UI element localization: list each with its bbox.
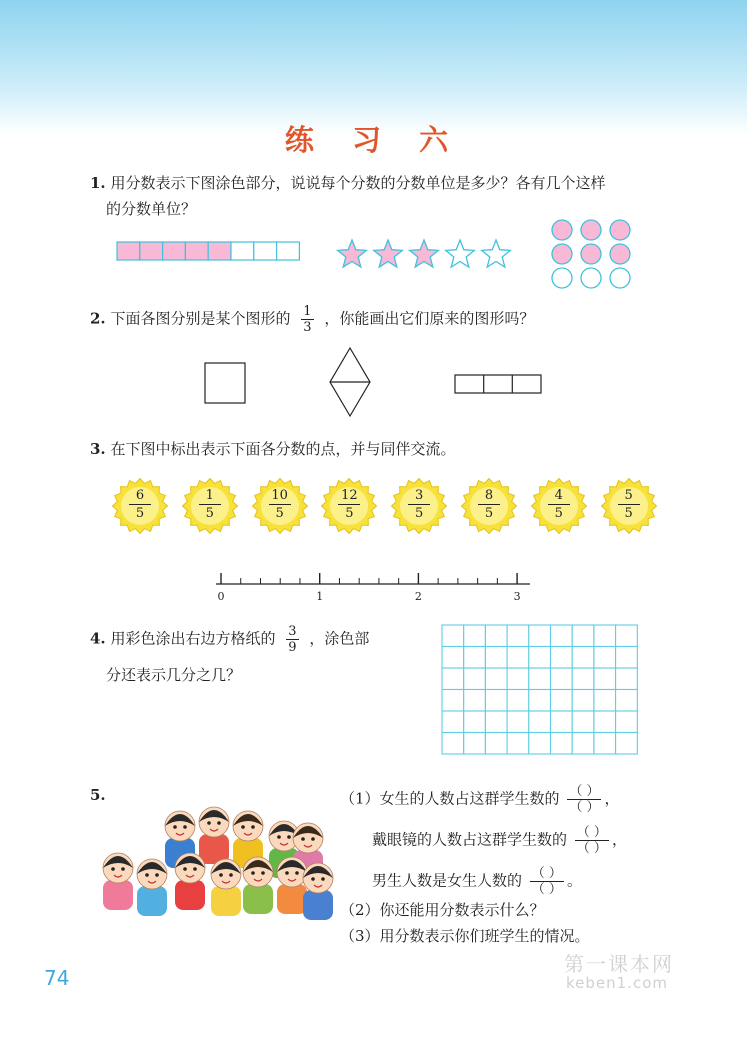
- denominator: 5: [275, 506, 284, 521]
- bar-cell: [117, 242, 140, 260]
- dot: [552, 244, 572, 264]
- numerator: 4: [548, 487, 570, 505]
- denominator: 5: [135, 506, 145, 521]
- bar-cell: [231, 242, 254, 260]
- watermark: 第一课本网: [564, 952, 674, 976]
- q5-part1-line1: （1）女生的人数占这群学生数的 （ ） （ ） ，: [340, 784, 620, 815]
- student-body: [277, 884, 307, 914]
- axis-label: 1: [316, 590, 324, 603]
- grid-cell: [551, 711, 573, 733]
- grid-cell: [572, 690, 594, 712]
- dot: [610, 220, 630, 240]
- dot: [552, 268, 572, 288]
- grid-paper[interactable]: [440, 623, 640, 757]
- blank-fraction[interactable]: （ ） （ ）: [569, 784, 600, 815]
- bar-cell: [185, 242, 208, 260]
- grid-cell: [485, 733, 507, 755]
- question-text: 用彩色涂出右边方格纸的: [110, 629, 276, 648]
- grid-cell: [507, 690, 529, 712]
- numerator: 12: [338, 487, 360, 505]
- grid-cell: [507, 647, 529, 669]
- question-text: 下面各图分别是某个图形的: [110, 309, 291, 328]
- number-line: [212, 568, 538, 604]
- dot: [610, 268, 630, 288]
- grid-cell: [594, 711, 616, 733]
- students-illustration: [98, 790, 334, 926]
- q5-part3: （3）用分数表示你们班学生的情况。: [340, 927, 590, 945]
- question-1: [90, 170, 670, 222]
- grid-cell: [507, 711, 529, 733]
- question-text-after: ，涂色部: [309, 629, 370, 648]
- denominator: 5: [415, 506, 424, 521]
- fraction-sun: [461, 478, 517, 534]
- fraction-sun: [601, 478, 657, 534]
- question-text: 用分数表示下图涂色部分，说说每个分数的分数单位是多少？各有几个这样: [110, 174, 606, 192]
- question-text-cont: 分还表示几分之几？: [106, 666, 242, 684]
- grid-cell: [572, 625, 594, 647]
- grid-cell: [594, 733, 616, 755]
- dot: [581, 268, 601, 288]
- q5-part1-line2: 戴眼镜的人数占这群学生数的 （ ） （ ） ，: [372, 825, 627, 856]
- question-text-after: ，你能画出它们原来的图形吗？: [324, 309, 535, 328]
- numerator: 1: [199, 487, 221, 505]
- bar-cell: [277, 242, 300, 260]
- dots-figure: [548, 216, 634, 292]
- grid-cell: [442, 625, 464, 647]
- grid-cell: [616, 733, 638, 755]
- grid-cell: [485, 690, 507, 712]
- question-5: [340, 784, 700, 949]
- grid-cell: [551, 625, 573, 647]
- grid-cell: [529, 625, 551, 647]
- grid-cell: [529, 647, 551, 669]
- student-body: [243, 884, 273, 914]
- grid-cell: [485, 625, 507, 647]
- question-text-cont: 的分数单位？: [106, 200, 197, 218]
- dot: [610, 244, 630, 264]
- grid-cell: [485, 647, 507, 669]
- axis-label: 0: [217, 590, 225, 603]
- q5-part2: （2）你还能用分数表示什么？: [340, 901, 545, 919]
- grid-cell: [464, 625, 486, 647]
- rect-shape: [455, 375, 541, 393]
- grid-cell: [616, 647, 638, 669]
- grid-cell: [551, 733, 573, 755]
- q5-part1-line3: 男生人数是女生人数的 （ ） （ ） 。: [372, 866, 582, 897]
- grid-cell: [464, 711, 486, 733]
- question-5-number: 5.: [90, 786, 106, 804]
- grid-cell: [594, 625, 616, 647]
- numerator: 3: [408, 487, 430, 505]
- shaded-bar: [116, 240, 302, 264]
- blank-fraction[interactable]: （ ） （ ）: [576, 825, 607, 856]
- fraction: $\frac{1}{3}$: [303, 304, 312, 335]
- grid-cell: [507, 625, 529, 647]
- grid-cell: [507, 668, 529, 690]
- page-title: 练 习 六: [284, 123, 463, 157]
- grid-cell: [485, 711, 507, 733]
- student-body: [103, 880, 133, 910]
- bar-cell: [208, 242, 231, 260]
- grid-cell: [442, 733, 464, 755]
- watermark-url: keben1.com: [566, 974, 668, 992]
- grid-cell: [507, 733, 529, 755]
- bar-cell: [254, 242, 277, 260]
- question-text: 在下图中标出表示下面各分数的点，并与同伴交流。: [110, 440, 456, 458]
- grid-cell: [572, 647, 594, 669]
- numerator: 5: [618, 487, 640, 505]
- numerator: 6: [129, 487, 151, 505]
- grid-cell: [594, 690, 616, 712]
- grid-cell: [572, 733, 594, 755]
- stars-figure: [334, 236, 518, 272]
- student-body: [137, 886, 167, 916]
- axis-label: 2: [414, 590, 422, 603]
- star: [410, 240, 439, 267]
- fraction-sun: [531, 478, 587, 534]
- fraction-sun: [182, 478, 238, 534]
- page-number: 74: [44, 966, 70, 990]
- numerator: 10: [269, 487, 291, 505]
- dot: [581, 244, 601, 264]
- student-body: [175, 880, 205, 910]
- student-body: [303, 890, 333, 920]
- dot: [581, 220, 601, 240]
- question-number: 4.: [90, 629, 106, 648]
- grid-cell: [529, 690, 551, 712]
- grid-cell: [442, 668, 464, 690]
- axis-label: 3: [513, 590, 521, 603]
- grid-cell: [529, 668, 551, 690]
- denominator: 5: [205, 506, 214, 521]
- grid-cell: [529, 733, 551, 755]
- bar-cell: [163, 242, 186, 260]
- grid-cell: [442, 647, 464, 669]
- fraction-sun: [321, 478, 377, 534]
- bar-cell: [140, 242, 163, 260]
- grid-cell: [616, 711, 638, 733]
- grid-cell: [551, 690, 573, 712]
- fraction: $\frac{3}{9}$: [288, 624, 297, 655]
- grid-cell: [442, 711, 464, 733]
- denominator: 5: [484, 506, 494, 521]
- question-number: 3.: [90, 440, 106, 458]
- dot: [552, 220, 572, 240]
- fraction-sun: [391, 478, 447, 534]
- denominator: 5: [345, 506, 354, 521]
- partial-shapes: [200, 340, 560, 422]
- star: [482, 240, 511, 267]
- student-body: [211, 886, 241, 916]
- denominator: 5: [554, 506, 563, 521]
- grid-cell: [594, 668, 616, 690]
- star: [374, 240, 403, 267]
- grid-cell: [551, 647, 573, 669]
- grid-cell: [594, 647, 616, 669]
- grid-cell: [616, 668, 638, 690]
- grid-cell: [442, 690, 464, 712]
- question-4: [90, 624, 420, 695]
- grid-cell: [464, 690, 486, 712]
- star: [338, 240, 367, 267]
- fraction-sun: [252, 478, 308, 534]
- question-3: [90, 436, 670, 462]
- question-number: 2.: [90, 309, 106, 328]
- denominator: 5: [624, 506, 633, 521]
- grid-cell: [529, 711, 551, 733]
- question-number: 1.: [90, 174, 106, 192]
- square-shape: [205, 363, 245, 403]
- question-2: [90, 304, 670, 335]
- grid-cell: [464, 668, 486, 690]
- grid-cell: [572, 711, 594, 733]
- grid-cell: [616, 690, 638, 712]
- numerator: 8: [478, 487, 500, 505]
- header-banner: [0, 0, 747, 135]
- star: [446, 240, 475, 267]
- grid-cell: [551, 668, 573, 690]
- blank-fraction[interactable]: （ ） （ ）: [531, 866, 562, 897]
- fraction-sun: [112, 478, 168, 534]
- grid-cell: [485, 668, 507, 690]
- grid-cell: [464, 733, 486, 755]
- grid-cell: [464, 647, 486, 669]
- grid-cell: [616, 625, 638, 647]
- grid-cell: [572, 668, 594, 690]
